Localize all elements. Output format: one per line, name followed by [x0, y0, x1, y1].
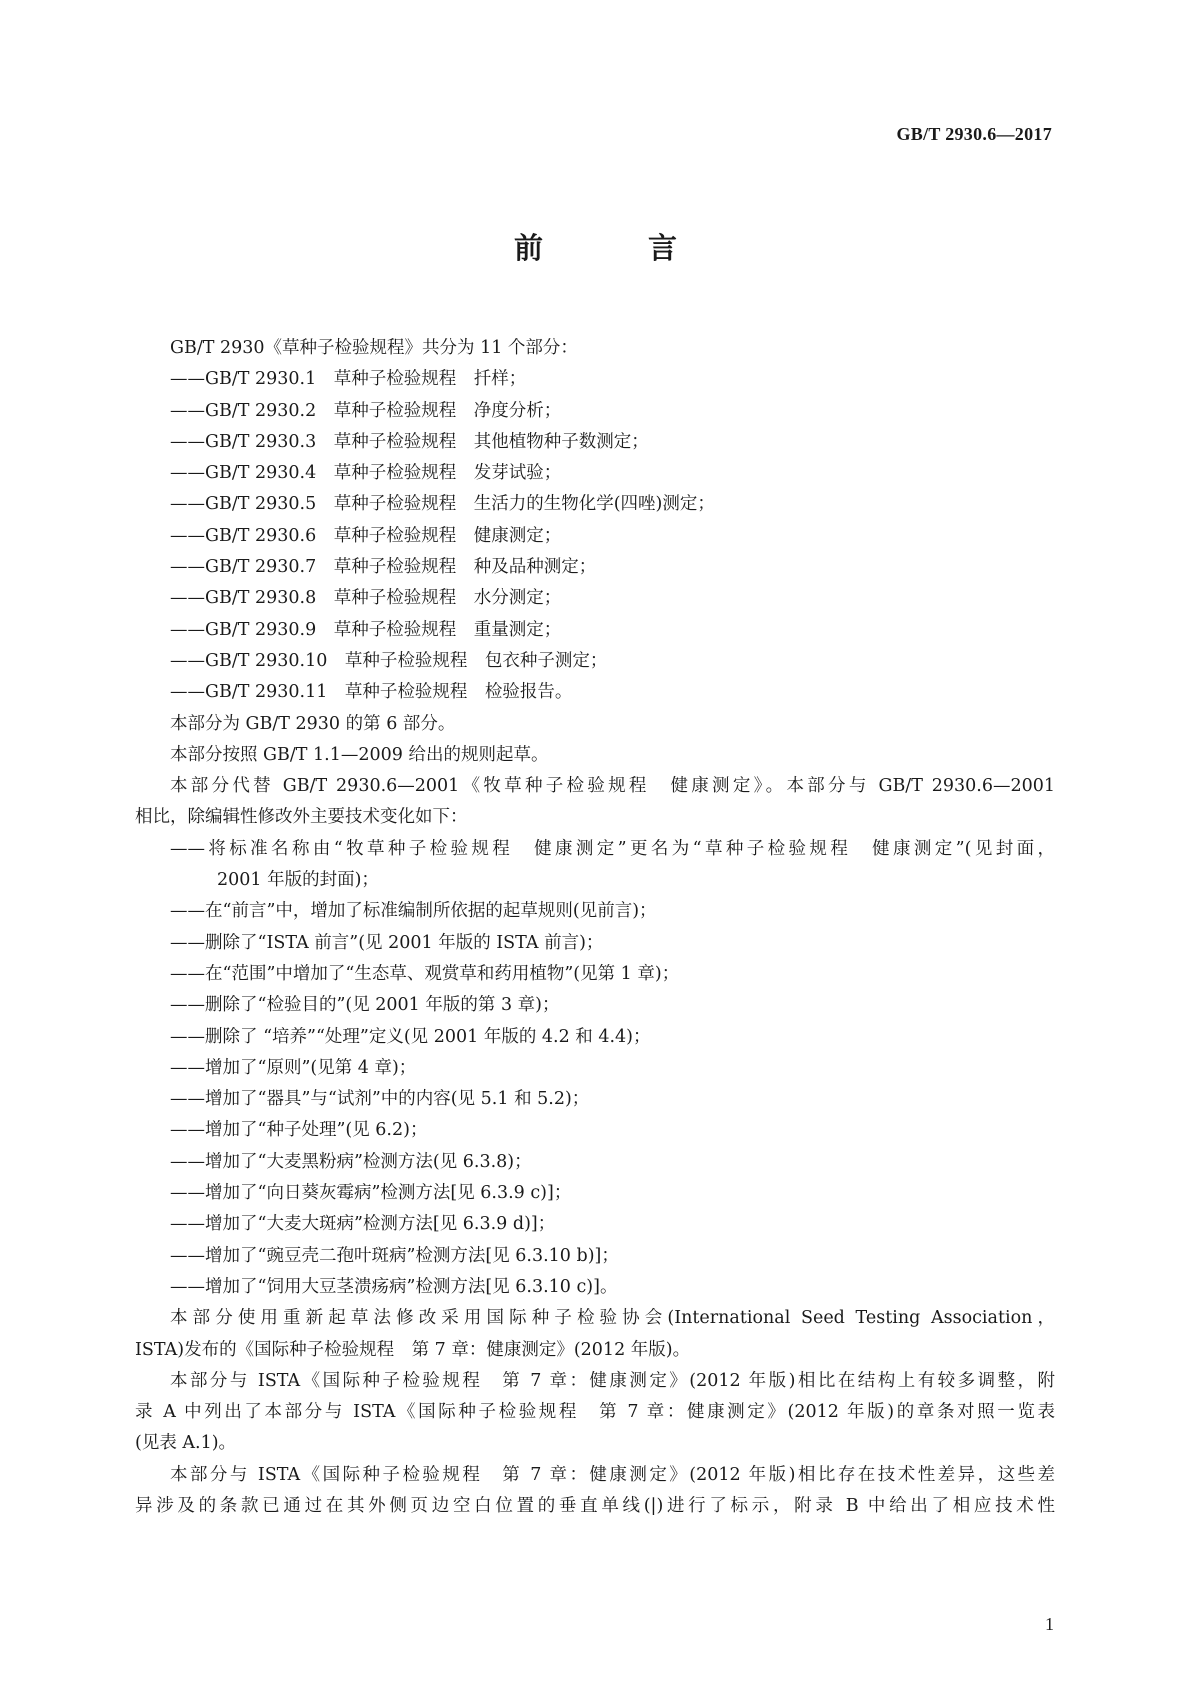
text-line: ——GB/T 2930.9 草种子检验规程 重量测定； — [170, 619, 562, 640]
text-line: (见表 A.1)。 — [135, 1433, 237, 1454]
text-line: ——GB/T 2930.1 草种子检验规程 扦样； — [170, 369, 527, 390]
text-line: ISTA)发布的《国际种子检验规程 第 7 章：健康测定》(2012 年版)。 — [135, 1339, 691, 1360]
text-line: ——增加了“饲用大豆茎溃疡病”检测方法[见 6.3.10 c)]。 — [170, 1276, 618, 1297]
text-line: ——增加了“向日葵灰霉病”检测方法[见 6.3.9 c)]； — [170, 1183, 572, 1204]
text-line: ——GB/T 2930.8 草种子检验规程 水分测定； — [170, 588, 562, 609]
text-line: ——增加了“原则”(见第 4 章)； — [170, 1057, 417, 1078]
text-line: 2001 年版的封面)； — [217, 870, 379, 891]
text-line: ——在“前言”中，增加了标准编制所依据的起草规则(见前言)； — [170, 901, 657, 922]
text-line: ——删除了 “培养”“处理”定义(见 2001 年版的 4.2 和 4.4)； — [170, 1026, 651, 1047]
text-line: 本部分代替 GB/T 2930.6—2001《牧草种子检验规程 健康测定》。本部分与 GB/T 2930.6—2001 — [170, 776, 1055, 797]
text-line: ——GB/T 2930.2 草种子检验规程 净度分析； — [170, 400, 562, 421]
text-line: ——增加了“大麦黑粉病”检测方法(见 6.3.8)； — [170, 1151, 532, 1172]
standard-number: GB/T 2930.6—2017 — [896, 124, 1052, 144]
text-line: 本部分与 ISTA《国际种子检验规程 第 7 章：健康测定》(2012 年版)相比在结构上有较多调整，附 — [170, 1370, 1055, 1391]
text-line: 异涉及的条款已通过在其外侧页边空白位置的垂直单线(|)进行了标示，附录 B 中给出了相应技术性 — [135, 1495, 1055, 1516]
text-line: ——GB/T 2930.5 草种子检验规程 生活力的生物化学(四唑)测定； — [170, 494, 715, 515]
text-line: 本部分使用重新起草法修改采用国际种子检验协会(International Seed Testing Association， — [170, 1308, 1055, 1329]
text-line: ——增加了“大麦大斑病”检测方法[见 6.3.9 d)]； — [170, 1214, 556, 1235]
text-line: 本部分按照 GB/T 1.1—2009 给出的规则起草。 — [170, 744, 549, 765]
text-line: ——增加了“器具”与“试剂”中的内容(见 5.1 和 5.2)； — [170, 1089, 590, 1110]
text-line: 相比，除编辑性修改外主要技术变化如下： — [135, 807, 468, 828]
text-line: ——GB/T 2930.11 草种子检验规程 检验报告。 — [170, 682, 573, 703]
text-line: GB/T 2930《草种子检验规程》共分为 11 个部分： — [170, 338, 578, 358]
text-line: ——GB/T 2930.3 草种子检验规程 其他植物种子数测定； — [170, 431, 649, 452]
text-line: ——GB/T 2930.7 草种子检验规程 种及品种测定； — [170, 557, 597, 578]
page-number: 1 — [1045, 1614, 1054, 1634]
text-line: ——增加了“种子处理”(见 6.2)； — [170, 1120, 428, 1141]
foreword-body — [135, 333, 1055, 1522]
text-line: ——在“范围”中增加了“生态草、观赏草和药用植物”(见第 1 章)； — [170, 963, 680, 984]
text-line: ——删除了“检验目的”(见 2001 年版的第 3 章)； — [170, 995, 560, 1016]
text-line: ——将标准名称由“牧草种子检验规程 健康测定”更名为“草种子检验规程 健康测定”(见封面， — [170, 838, 1055, 859]
page-title: 前 言 — [513, 231, 715, 265]
text-line: 本部分为 GB/T 2930 的第 6 部分。 — [170, 713, 456, 734]
text-line: 录 A 中列出了本部分与 ISTA《国际种子检验规程 第 7 章：健康测定》(2012 年版)的章条对照一览表 — [135, 1402, 1055, 1423]
text-line: ——GB/T 2930.4 草种子检验规程 发芽试验； — [170, 463, 562, 484]
text-line: 本部分与 ISTA《国际种子检验规程 第 7 章：健康测定》(2012 年版)相比存在技术性差异，这些差 — [170, 1464, 1055, 1485]
text-line: ——增加了“豌豆壳二孢叶斑病”检测方法[见 6.3.10 b)]； — [170, 1245, 619, 1266]
text-line: ——删除了“ISTA 前言”(见 2001 年版的 ISTA 前言)； — [170, 932, 604, 953]
text-line: ——GB/T 2930.10 草种子检验规程 包衣种子测定； — [170, 650, 608, 671]
text-line: ——GB/T 2930.6 草种子检验规程 健康测定； — [170, 525, 562, 546]
